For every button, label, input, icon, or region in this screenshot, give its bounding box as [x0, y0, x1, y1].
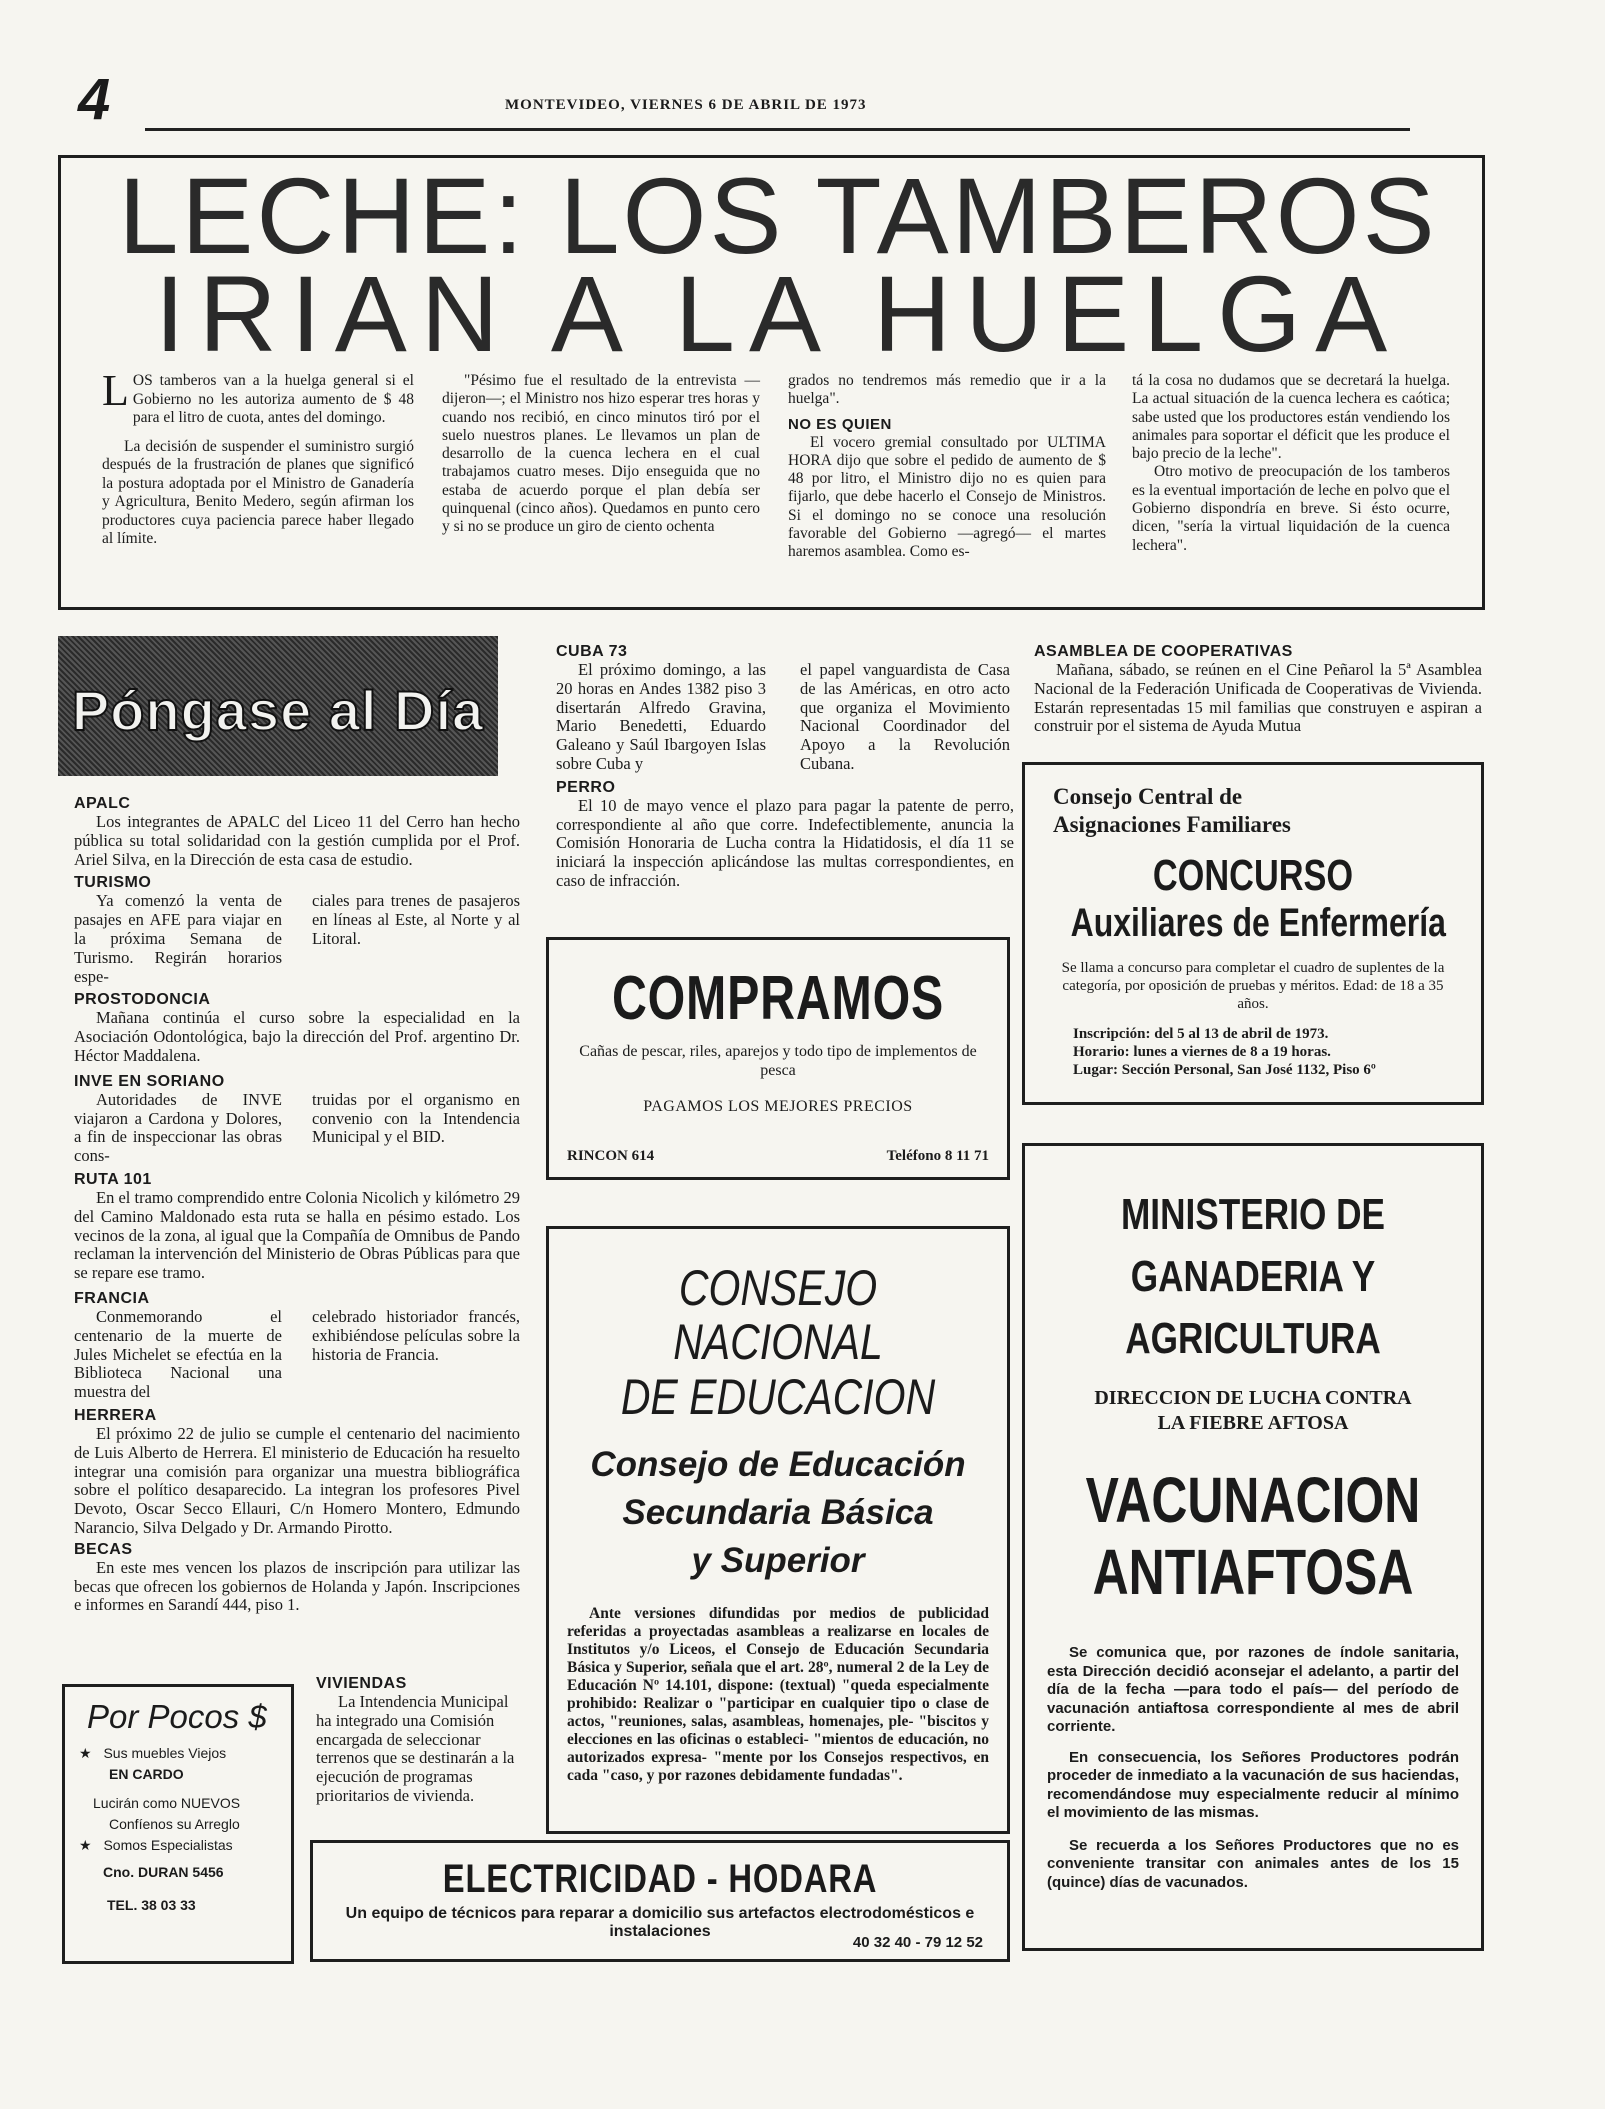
porpocos-l7: TEL. 38 03 33 — [107, 1897, 196, 1913]
asig-body: Se llama a concurso para completar el cuadro de suplentes de la categoría, por oposición de pruebas y méritos. Edad: de 18 a 35 años. — [1061, 960, 1445, 1012]
min-v2: ANTIAFTOSA — [1092, 1536, 1414, 1608]
elec-phones: 40 32 40 - 79 12 52 — [852, 1934, 983, 1951]
asig-aux: Auxiliares de Enfermería — [1070, 901, 1446, 945]
min-v1: VACUNACION — [1085, 1464, 1421, 1536]
min-t2: GANADERIA Y — [1130, 1252, 1376, 1301]
porpocos-l1: Sus muebles Viejos — [103, 1745, 227, 1761]
porpocos-l3: Lucirán como NUEVOS — [93, 1795, 241, 1811]
turismo-head: TURISMO — [74, 874, 152, 892]
consejo-sub-1: Consejo de Educación — [590, 1445, 966, 1484]
lead-col4-p1: tá la cosa no dudamos que se decretará la huelga. La actual situación de la cuenca lechera es caótica; sabe usted que los productores están vendiendo los animales para soportar el déficit que les produce el bajo precio de la leche". — [1132, 372, 1450, 463]
asig-l3: Lugar: Sección Personal, San José 1132, Piso 6º — [1073, 1062, 1376, 1078]
lead-col-2 — [442, 372, 760, 537]
min-d1: DIRECCION DE LUCHA CONTRA — [1094, 1387, 1412, 1409]
inve-b: truidas por el organismo en convenio con la Intendencia Municipal y el BID. — [312, 1089, 520, 1147]
perro-text: El 10 de mayo vence el plazo para pagar la patente de perro, correspondiente al año que corre. Indefectiblemente, anuncia la Comisión Honoraria de Lucha contra la Hidatidosis, el día 11 se iniciará la inspección aplicándose las multas correspondientes, en caso de infracción. — [556, 795, 1014, 890]
compramos-line: Cañas de pescar, riles, aparejos y todo tipo de implementos de pesca — [579, 1043, 977, 1079]
francia-head: FRANCIA — [74, 1289, 150, 1307]
star-icon: ★ — [79, 1745, 96, 1761]
asig-title-1: Consejo Central de — [1053, 784, 1243, 809]
cuba-a: El próximo domingo, a las 20 horas en Andes 1382 piso 3 disertarán Alfredo Gravina, Mario Benedetti, Eduardo Galeano y Saúl Ibargoyen Islas sobre Cuba y — [556, 660, 766, 773]
turismo-a: Ya comenzó la venta de pasajes en AFE para viajar en la próxima Semana de Turismo. Regirán horarios espe- — [74, 891, 282, 986]
lead-headline-1: LECHE: LOS TAMBEROS — [118, 155, 1438, 276]
compramos-line2: PAGAMOS LOS MEJORES PRECIOS — [643, 1098, 913, 1115]
star-icon: ★ — [79, 1837, 96, 1853]
inve-head: INVE EN SORIANO — [74, 1072, 225, 1090]
turismo-b: ciales para trenes de pasajeros en líneas al Este, al Norte y al Litoral. — [312, 891, 520, 948]
inve-a: Autoridades de INVE viajaron a Cardona y Dolores, a fin de inspeccionar las obras cons- — [74, 1089, 282, 1166]
lead-headline-2: IRIAN A LA HUELGA — [154, 253, 1402, 374]
consejo-title-2: DE EDUCACION — [620, 1369, 936, 1425]
asig-l2: Horario: lunes a viernes de 8 a 19 horas. — [1073, 1044, 1331, 1060]
pongase-title: Póngase al Día — [71, 679, 485, 742]
cuba-b: el papel vanguardista de Casa de las Américas, en otro acto que organiza el Movimiento Nacional Coordinador del Apoyo a la Revolución Cubana. — [800, 660, 1010, 773]
consejo-sub-3: y Superior — [691, 1541, 865, 1580]
apalc-head: APALC — [74, 795, 131, 812]
prosto-head: PROSTODONCIA — [74, 991, 211, 1009]
consejo-sub-2: Secundaria Básica — [622, 1493, 934, 1532]
elec-line: Un equipo de técnicos para reparar a domicilio sus artefactos electrodomésticos e instalaciones — [345, 1905, 975, 1940]
apalc-text: Los integrantes de APALC del Liceo 11 del Cerro han hecho pública su total solidaridad con la gestión cumplida por el Prof. Ariel Silva, en la Dirección de esta casa de estudio. — [74, 812, 520, 869]
lead-col1-p1: OS tamberos van a la huelga general si el Gobierno no les autoriza aumento de $ 48 para el litro de cuota, antes del domingo. — [132, 372, 414, 426]
asig-concurso: CONCURSO — [1152, 851, 1354, 900]
porpocos-l5: Somos Especialistas — [103, 1837, 233, 1853]
lead-col2-p1: "Pésimo fue el resultado de la entrevista —dijeron—; el Ministro nos hizo esperar tres horas y cuando nos recibió, en cinco minutos tiró por el suelo nuestros planes. Le llevamos un plan de desarrollo de la cuenca lechera en el cual trabajamos cuatro meses. Dijo enseguida que no estaba de acuerdo porque el plan debía ser quinquenal (cinco años). Quedamos en punto cero y si no se produce un giro de ciento ochenta — [442, 372, 760, 536]
asamblea-text: Mañana, sábado, se reúnen en el Cine Peñarol la 5ª Asamblea Nacional de la Federación Unificada de Cooperativas de Vivienda. Estarán representadas 15 mil familias que construyen e aspiran a construir por el sistema de Ayuda Mutua — [1034, 660, 1482, 736]
porpocos-row-5 — [79, 1835, 291, 1856]
herrera-head: HERRERA — [74, 1406, 157, 1424]
viviendas-block — [316, 1672, 524, 1806]
asamblea-block — [1034, 640, 1482, 736]
porpocos-row-1 — [79, 1743, 291, 1764]
ad-electricidad — [310, 1840, 1010, 1962]
compramos-title: COMPRAMOS — [611, 964, 945, 1033]
viv-head: VIVIENDAS — [316, 1675, 407, 1692]
viv-text: La Intendencia Municipal ha integrado una Comisión encargada de seleccionar terrenos que se destinarán a la ejecución de programas prioritarios de vivienda. — [316, 1692, 515, 1805]
lead-col3-p2: El vocero gremial consultado por ULTIMA HORA dijo que sobre el pedido de aumento de $ 48 por litro, el Ministro dijo no es quien para fijarlo, que debe hacerlo el Consejo de Ministros. Si el domingo no se conoce una resolución favorable del Gobierno —agregó— el martes haremos asamblea. Como es- — [788, 433, 1106, 561]
herrera-text: El próximo 22 de julio se cumple el centenario del nacimiento de Luis Alberto de Herrera. El ministerio de Educación ha resuelto integrar una comisión para organizar una muestra bibliográfica sobre el político desaparecido. La integran los profesores Pivel Devoto, Oscar Secco Ellauri, C/n Homero Montero, Edmundo Narancio, Silva Delgado y Dr. Armando Pirotto. — [74, 1423, 520, 1537]
min-p3: Se recuerda a los Señores Productores que no es conveniente transitar con animales antes de los 15 (quince) días de vacunados. — [1047, 1836, 1459, 1891]
consejo-body: Ante versiones difundidas por medios de publicidad referidas a proyectadas asambleas a realizarse en locales de Institutos y/o Liceos, el Consejo de Educación Secundaria Básica y Superior, señala que el art. 28º, numeral 2 de la Ley de Educación Nº 14.101, dispone: (textual) "queda especialmente prohibido: Realizar o "participar en cualquier tipo o clase de actos, "reuniones, salas, asambleas, homenajes, ple- "biscitos y elecciones en las oficinas o estableci- "mientos de educación, no autorizados expresa- "mente por los Consejos respectivos, en cada "caso, y por razones debidamente fundadas". — [567, 1605, 989, 1784]
ad-consejo — [546, 1226, 1010, 1834]
page-number: 4 — [78, 67, 111, 132]
lead-col3-head: NO ES QUIEN — [788, 415, 892, 433]
porpocos-l2: EN CARDO — [109, 1766, 184, 1782]
lead-col-3 — [788, 372, 1106, 562]
ruta-head: RUTA 101 — [74, 1170, 152, 1188]
ad-asignaciones — [1022, 762, 1484, 1105]
ruta-text: En el tramo comprendido entre Colonia Nicolich y kilómetro 29 del Camino Maldonado esta ruta se halla en pésimo estado. Los vecinos de la zona, al igual que la Compañía de Omnibus de Pando reclaman la intervención del Ministerio de Obras Públicas para que se repare ese tramo. — [74, 1187, 520, 1283]
compramos-addr: RINCON 614 — [567, 1148, 655, 1164]
dateline: MONTEVIDEO, VIERNES 6 DE ABRIL DE 1973 — [505, 97, 867, 113]
min-d2: LA FIEBRE AFTOSA — [1157, 1412, 1349, 1434]
lead-col-4 — [1132, 372, 1450, 555]
lead-col-1 — [102, 366, 414, 549]
lead-col1-p2: La decisión de suspender el suministro surgió después de la frustración de planes que significó la postura adoptada por el Ministro de Ganadería y Agricultura, Benito Medero, según afirman los productores cuya paciencia parece haber llegado al límite. — [102, 437, 414, 547]
lead-col4-p2: Otro motivo de preocupación de los tamberos es la eventual importación de leche en polvo que el Gobierno dispondría en breve. Si ésto ocurre, dicen, "sería la virtual liquidación de la cuenca lechera". — [1132, 463, 1450, 554]
drop-cap: L — [102, 366, 129, 415]
consejo-title-1: CONSEJO NACIONAL — [673, 1260, 883, 1370]
francia-a: Conmemorando el centenario de la muerte de Jules Michelet se efectúa en la Biblioteca Nacional una muestra del — [74, 1306, 282, 1402]
francia-b: celebrado historiador francés, exhibiéndose películas sobre la historia de Francia. — [312, 1306, 520, 1364]
becas-head: BECAS — [74, 1540, 133, 1558]
becas-text: En este mes vencen los plazos de inscripción para utilizar las becas que ofrecen los gobiernos de Holanda y Japón. Inscripciones e informes en Sarandí 444, piso 1. — [74, 1557, 520, 1615]
asig-l1: Inscripción: del 5 al 13 de abril de 1973. — [1073, 1026, 1329, 1042]
ad-ministerio — [1022, 1143, 1484, 1951]
pongase-banner — [58, 636, 498, 776]
perro-head: PERRO — [556, 778, 616, 796]
porpocos-l6: Cno. DURAN 5456 — [103, 1864, 224, 1880]
header-rule — [145, 128, 1410, 131]
left-column — [74, 792, 520, 1615]
prosto-text: Mañana continúa el curso sobre la especialidad en la Asociación Odontológica, bajo la dirección del Prof. argentino Dr. Héctor Maddalena. — [74, 1008, 520, 1065]
porpocos-l4: Confíenos su Arreglo — [109, 1816, 240, 1832]
elec-title: ELECTRICIDAD - HODARA — [442, 1857, 878, 1901]
lead-col3-p1: grados no tendremos más remedio que ir a la huelga". — [788, 372, 1106, 408]
cuba-block — [556, 640, 1014, 891]
asamblea-head: ASAMBLEA DE COOPERATIVAS — [1034, 643, 1293, 660]
min-p2: En consecuencia, los Señores Productores podrán proceder de inmediato a la vacunación de sus haciendas, recomendándose muy especialmente reducir al mínimo el movimiento de las mismas. — [1047, 1748, 1459, 1821]
cuba-head: CUBA 73 — [556, 643, 628, 660]
asig-title-2: Asignaciones Familiares — [1053, 812, 1291, 837]
min-t1: MINISTERIO DE — [1120, 1190, 1386, 1239]
ad-compramos — [546, 937, 1010, 1180]
ad-por-pocos — [62, 1684, 294, 1964]
porpocos-title: Por Pocos $ — [87, 1698, 267, 1735]
min-p1: Se comunica que, por razones de índole sanitaria, esta Dirección decidió aconsejar el adelanto, a partir del día de la fecha —para todo el país— del período de vacunación antiaftosa correspondiente al mes de abril corriente. — [1047, 1644, 1459, 1735]
compramos-phone: Teléfono 8 11 71 — [886, 1148, 989, 1164]
min-t3: AGRICULTURA — [1125, 1314, 1381, 1363]
